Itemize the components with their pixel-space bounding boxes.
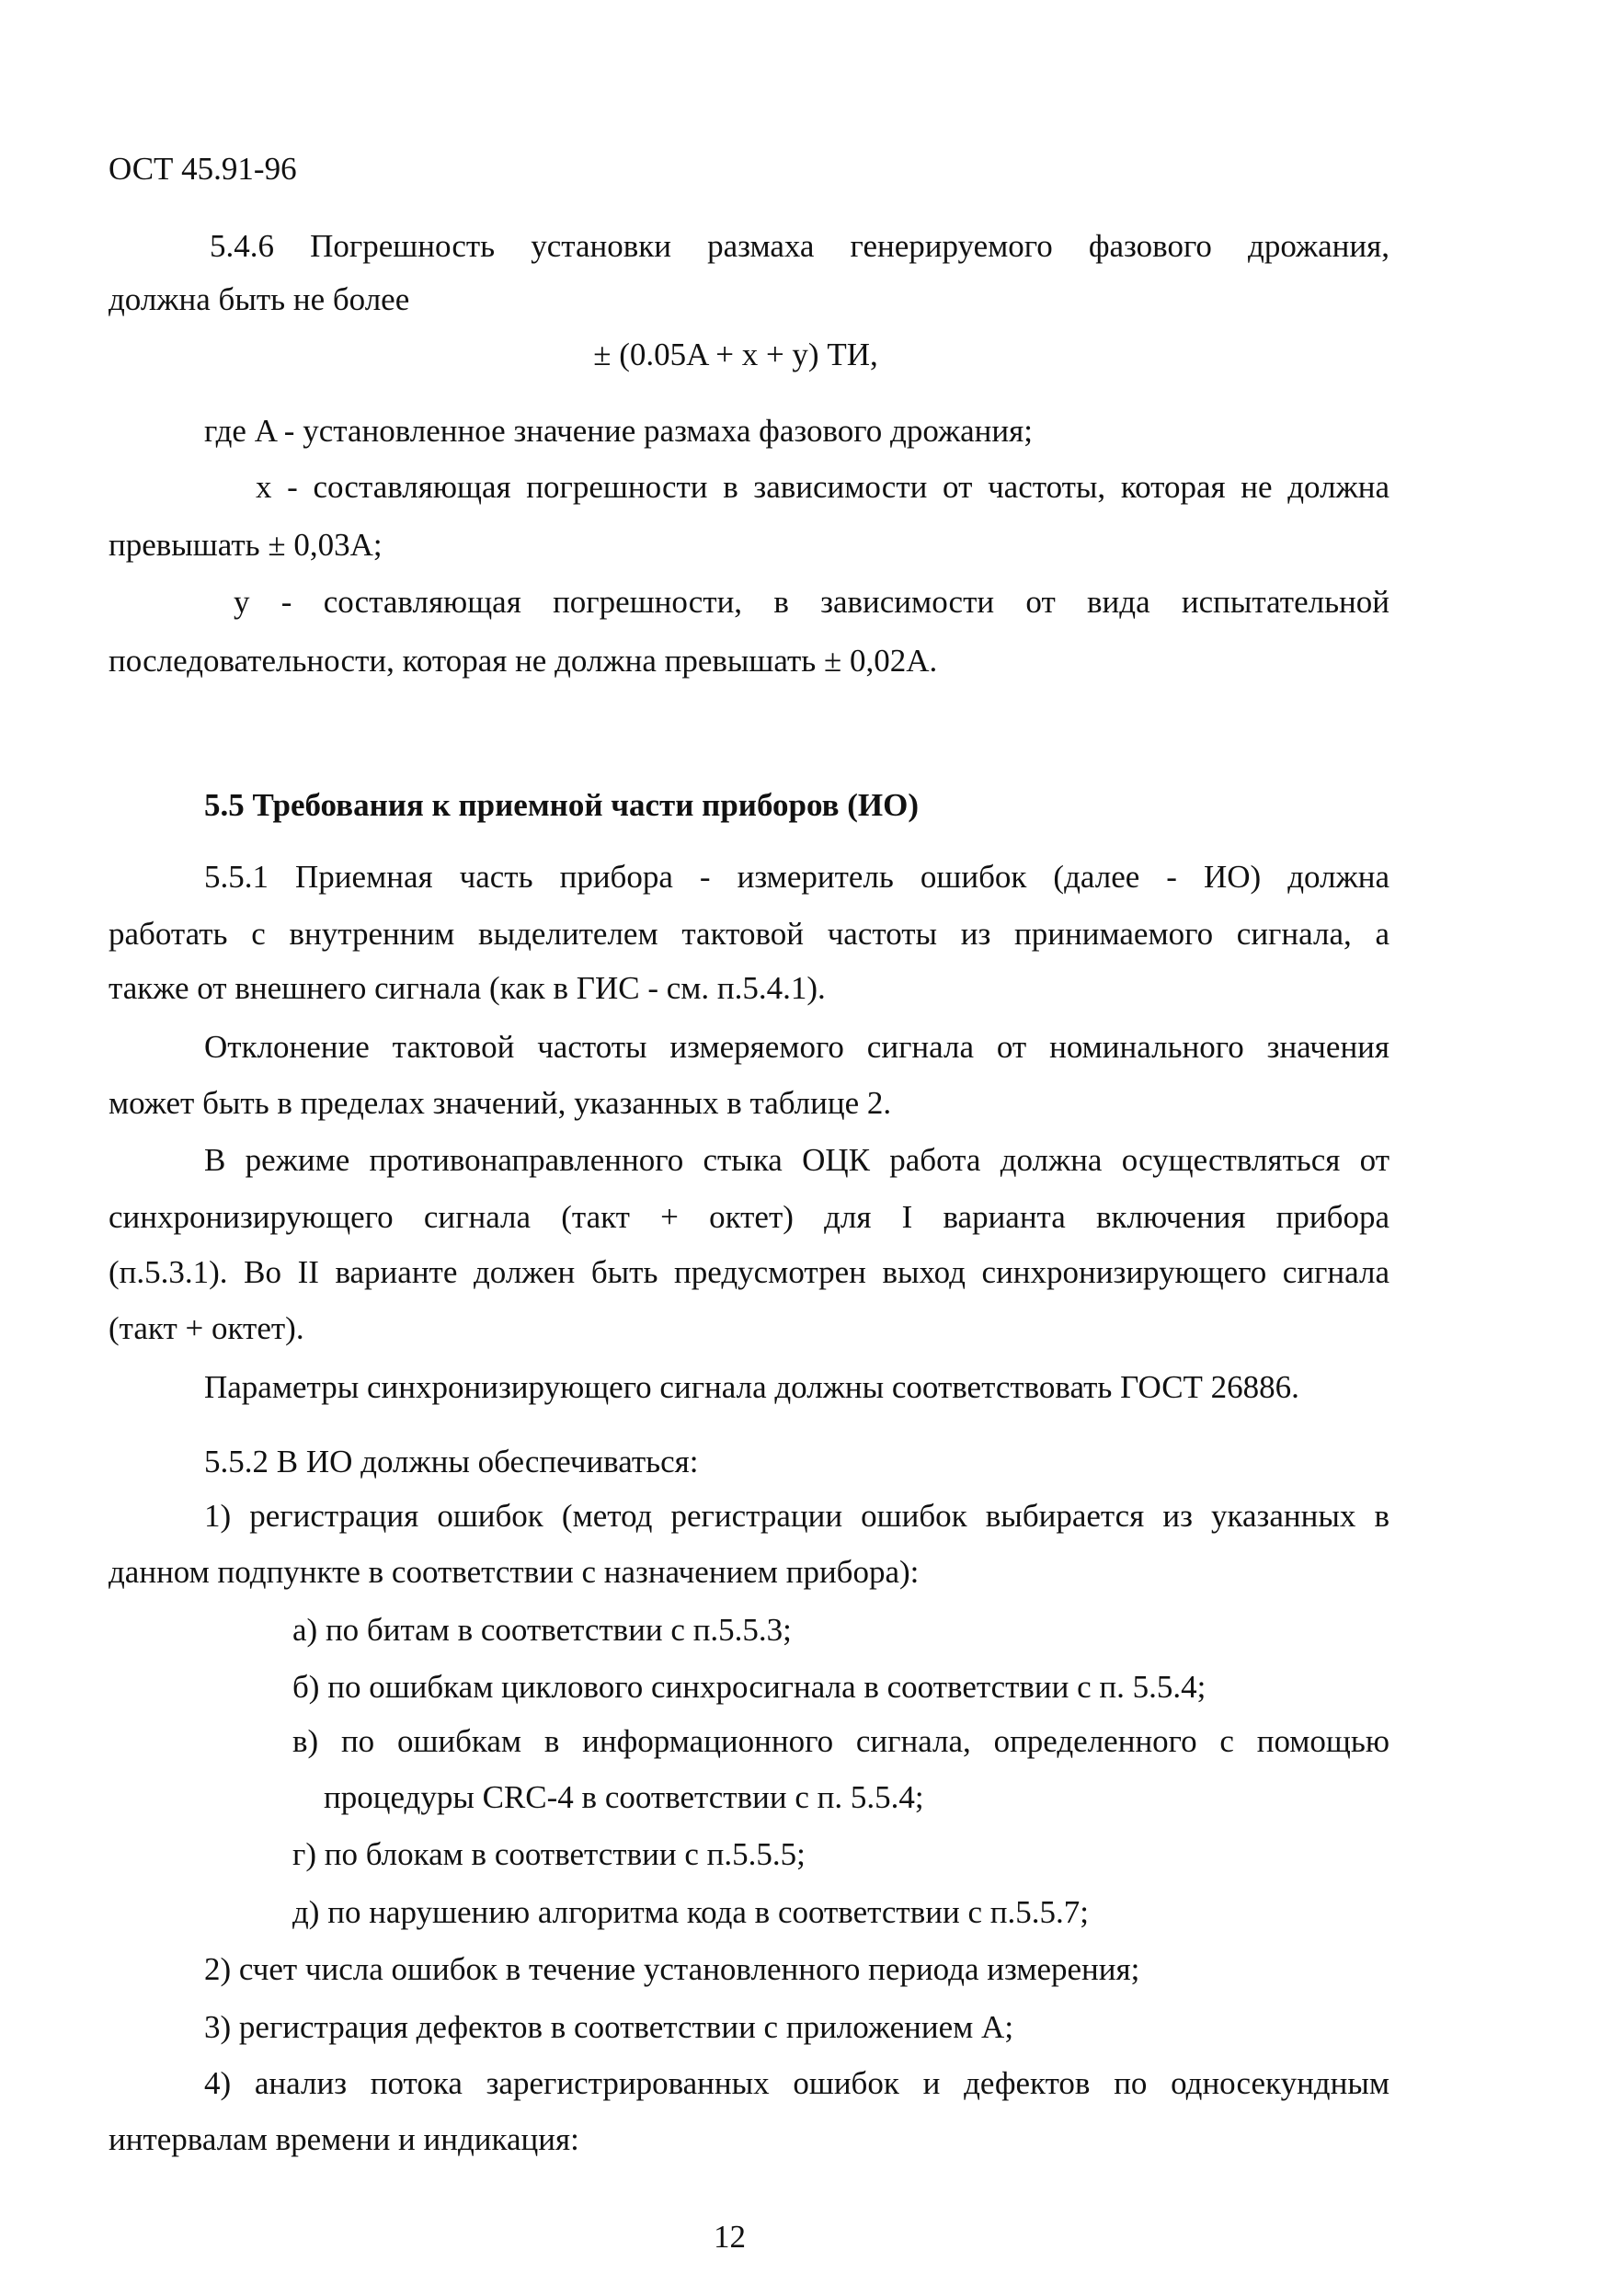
para-5-5-2: 5.5.2 В ИО должны обеспечиваться: bbox=[204, 1444, 699, 1479]
formula: ± (0.05A + x + y) ТИ, bbox=[593, 337, 878, 372]
para-5-5-1-line-1: 5.5.1 Приемная часть прибора - измеритель ошибок (далее - ИО) должна bbox=[204, 859, 1389, 895]
para-mode-line-2: синхронизирующего сигнала (такт + октет) для I варианта включения прибора bbox=[109, 1199, 1389, 1235]
page-number: 12 bbox=[714, 2219, 746, 2255]
list-item-1-line-1: 1) регистрация ошибок (метод регистрации ошибок выбирается из указанных в bbox=[204, 1498, 1389, 1534]
sub-item-v-line-2: процедуры CRC-4 в соответствии с п. 5.5.4; bbox=[324, 1779, 924, 1815]
para-deviation-line-1: Отклонение тактовой частоты измеряемого сигнала от номинального значения bbox=[204, 1029, 1389, 1065]
list-item-4-line-1: 4) анализ потока зарегистрированных ошибок и дефектов по односекундным bbox=[204, 2065, 1389, 2101]
para-5-4-6-line-1: 5.4.6 Погрешность установки размаха генерируемого фазового дрожания, bbox=[210, 228, 1389, 264]
definition-y-line-1: y - составляющая погрешности, в зависимости от вида испытательной bbox=[234, 584, 1389, 620]
sub-item-g: г) по блокам в соответствии с п.5.5.5; bbox=[292, 1836, 806, 1872]
para-sync-params: Параметры синхронизирующего сигнала должны соответствовать ГОСТ 26886. bbox=[204, 1369, 1299, 1405]
para-deviation-line-2: может быть в пределах значений, указанных в таблице 2. bbox=[109, 1085, 892, 1121]
para-mode-line-3: (п.5.3.1). Во II варианте должен быть предусмотрен выход синхронизирующего сигнала bbox=[109, 1254, 1389, 1290]
definition-x-line-1: x - составляющая погрешности в зависимости от частоты, которая не должна bbox=[256, 469, 1389, 505]
para-5-4-6-line-2: должна быть не более bbox=[109, 281, 410, 317]
definition-y-line-2: последовательности, которая не должна превышать ± 0,02A. bbox=[109, 643, 938, 679]
list-item-3: 3) регистрация дефектов в соответствии с приложением А; bbox=[204, 2009, 1014, 2045]
list-item-1-line-2: данном подпункте в соответствии с назначением прибора): bbox=[109, 1554, 920, 1590]
doc-code: ОСТ 45.91-96 bbox=[109, 151, 297, 187]
list-item-2: 2) счет числа ошибок в течение установленного периода измерения; bbox=[204, 1951, 1140, 1987]
section-heading-5-5: 5.5 Требования к приемной части приборов (ИО) bbox=[204, 787, 919, 823]
sub-item-a: а) по битам в соответствии с п.5.5.3; bbox=[292, 1612, 792, 1648]
sub-item-d: д) по нарушению алгоритма кода в соответствии с п.5.5.7; bbox=[292, 1894, 1089, 1930]
list-item-4-line-2: интервалам времени и индикация: bbox=[109, 2121, 579, 2157]
sub-item-b: б) по ошибкам циклового синхросигнала в соответствии с п. 5.5.4; bbox=[292, 1669, 1206, 1705]
definition-a: где A - установленное значение размаха фазового дрожания; bbox=[204, 413, 1033, 449]
para-5-5-1-line-3: также от внешнего сигнала (как в ГИС - см. п.5.4.1). bbox=[109, 970, 826, 1006]
sub-item-v-line-1: в) по ошибкам в информационного сигнала, определенного с помощью bbox=[292, 1723, 1389, 1759]
para-mode-line-4: (такт + октет). bbox=[109, 1310, 304, 1346]
definition-x-line-2: превышать ± 0,03A; bbox=[109, 527, 383, 563]
para-mode-line-1: В режиме противонаправленного стыка ОЦК работа должна осуществляться от bbox=[204, 1142, 1389, 1178]
para-5-5-1-line-2: работать с внутренним выделителем тактовой частоты из принимаемого сигнала, а bbox=[109, 916, 1389, 952]
